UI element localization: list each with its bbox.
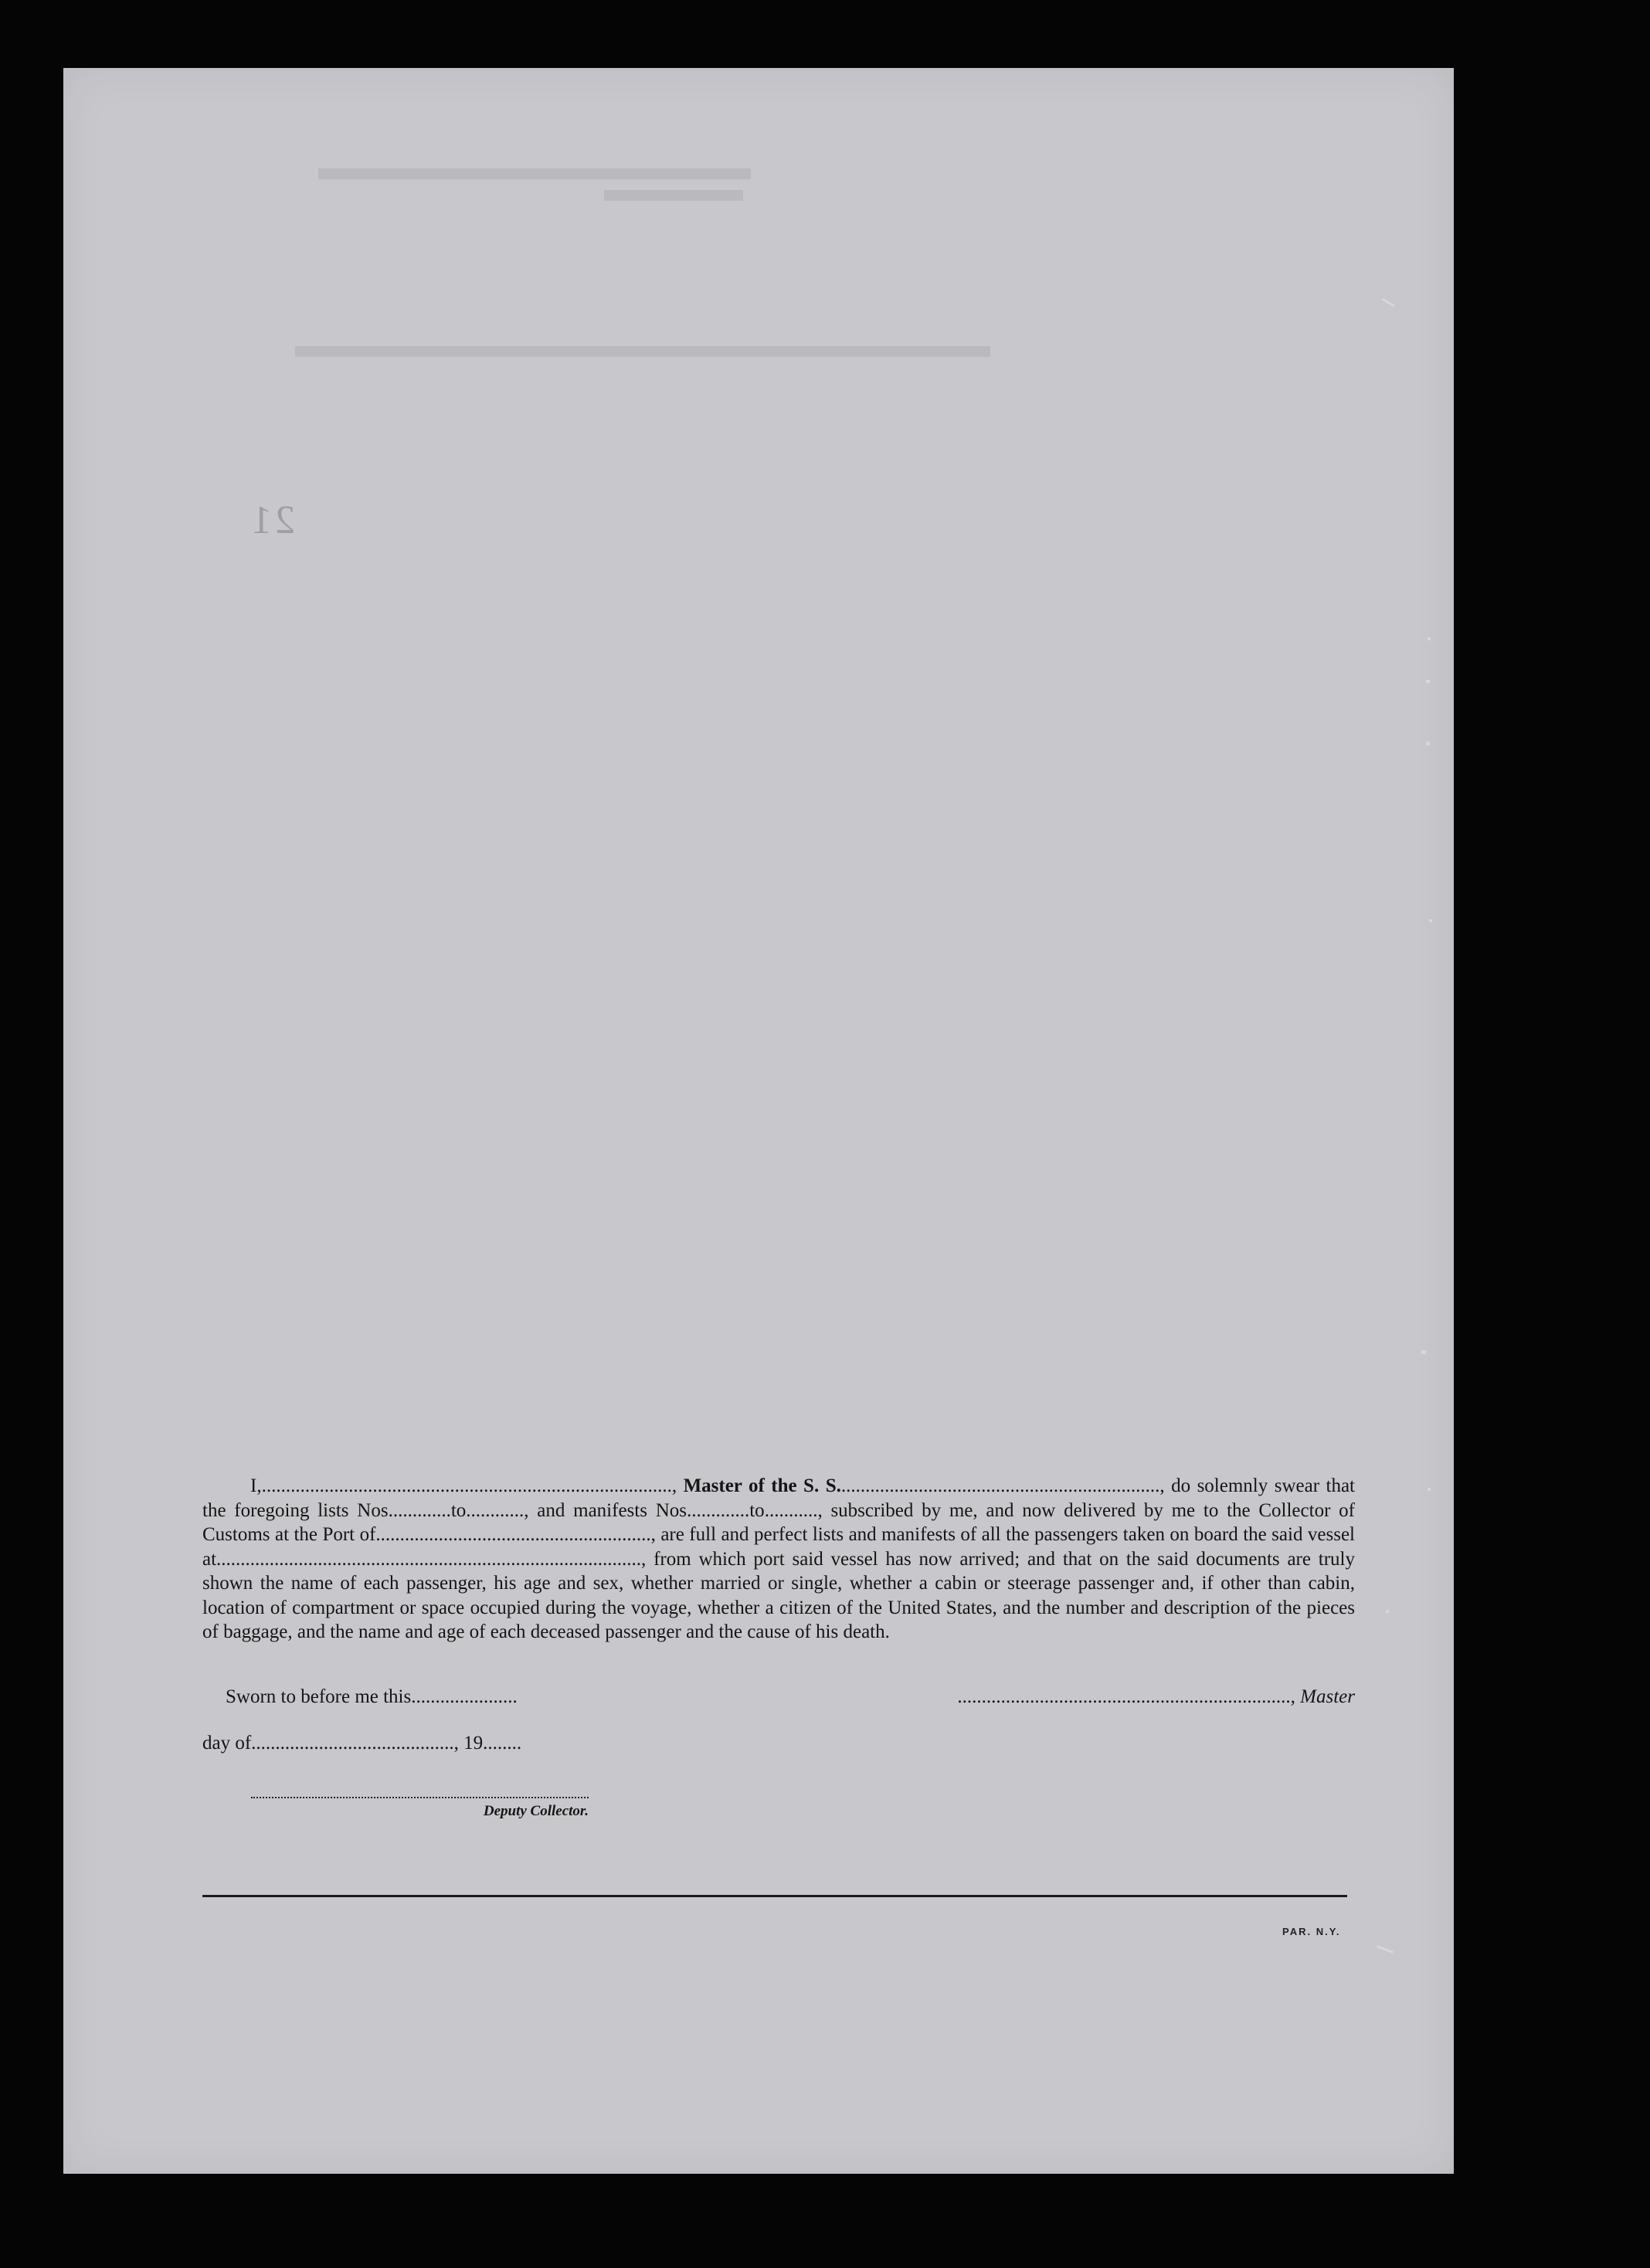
deputy-collector-label: Deputy Collector. xyxy=(483,1803,589,1819)
bottom-rule xyxy=(202,1895,1347,1897)
bleed-through-text xyxy=(318,168,751,179)
departure-port-blank: ........................................................................................ xyxy=(216,1548,642,1570)
edge-mark xyxy=(1429,919,1432,922)
oath-rest-text: , from which port said vessel has now arrived; and that on the said documents are truly shown the name of each passenger, his age and sex, whether married or single, whether a cabin or steerage passenger and, if other than cabin, location of compartment or space occupied during the voyage, whether a citizen of the United States, and the number and description of the pieces of baggage, and the name and age of each deceased passenger and the cause of his death. xyxy=(202,1548,1355,1642)
year-prefix: , 19 xyxy=(453,1733,484,1754)
month-blank: .......................................... xyxy=(251,1733,454,1754)
manifest-to-blank: ........... xyxy=(764,1499,818,1521)
full-perfect-text: , are full and perfect lists and manifests of all the passengers taken on board the said vessel at xyxy=(202,1524,1355,1570)
day-of-row xyxy=(202,1733,1355,1754)
list-to-blank: ............ xyxy=(466,1499,525,1521)
comma: , xyxy=(671,1475,684,1496)
page-number: 21 xyxy=(249,498,295,542)
edge-mark xyxy=(1426,742,1430,745)
edge-mark xyxy=(1421,1350,1426,1354)
oath-paragraph xyxy=(202,1474,1355,1645)
bleed-through-text xyxy=(604,190,743,201)
sworn-to-label: Sworn to before me this xyxy=(226,1686,412,1707)
edge-mark xyxy=(1428,1488,1431,1491)
to-2: to xyxy=(749,1499,765,1521)
master-signature-blank: ..................................................................... xyxy=(957,1686,1291,1707)
port-blank: ......................................................... xyxy=(375,1524,651,1545)
edge-mark xyxy=(1386,1610,1389,1613)
document-page xyxy=(63,68,1454,2174)
master-name-blank: ..................................................................................... xyxy=(261,1475,672,1496)
manifest-from-blank: ............ xyxy=(691,1499,750,1521)
bleed-through-text xyxy=(295,346,990,357)
do-solemnly-text: , do solemnly swear that the foregoing lists Nos. xyxy=(202,1475,1355,1521)
edge-mark xyxy=(1426,680,1430,683)
sworn-row xyxy=(202,1686,1355,1708)
year-blank: ........ xyxy=(483,1733,522,1754)
ship-name-blank: .................................................................. xyxy=(840,1475,1160,1496)
sworn-day-blank: ...................... xyxy=(411,1686,518,1707)
printer-mark: PAR. N.Y. xyxy=(1282,1926,1341,1937)
master-signature-label: , Master xyxy=(1290,1686,1355,1707)
subscribed-text: , subscribed by me, and now delivered by me to the Collector of Customs at the Port of xyxy=(202,1499,1355,1545)
oath-i: I, xyxy=(250,1475,262,1496)
to-1: to xyxy=(450,1499,467,1521)
deputy-signature-line xyxy=(251,1797,589,1798)
and-manifests-text: , and manifests Nos. xyxy=(524,1499,692,1521)
edge-mark xyxy=(1428,637,1431,640)
master-of-label: Master of the S. S. xyxy=(683,1475,841,1496)
list-from-blank: ............ xyxy=(392,1499,451,1521)
master-signature-block xyxy=(957,1686,1355,1708)
day-of-label: day of xyxy=(202,1733,252,1754)
